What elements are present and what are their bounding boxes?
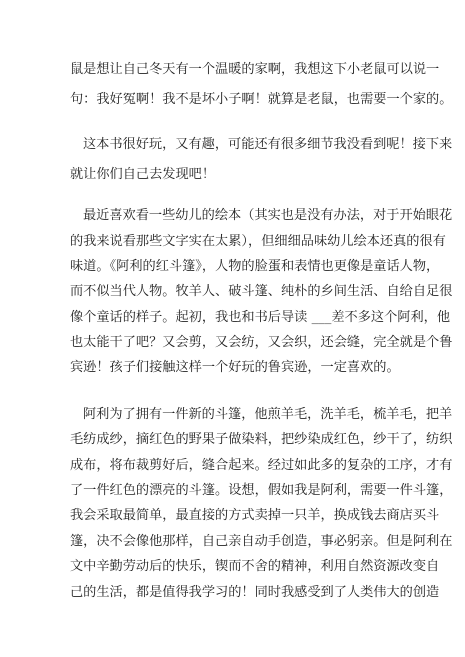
paragraph-3-line-2: 的我来说看那些文字实在太累），但细细品味幼儿绘本还真的很有 [70,234,446,249]
paragraph-4-line-4: 了一件红色的漂亮的斗篷。设想，假如我是阿利，需要一件斗篷， [70,483,453,498]
paragraph-4-line-6: 篷，决不会像他那样，自己亲自动手创造，事必躬亲。但是阿利在 [70,534,453,549]
paragraph-4-line-5: 我会采取最简单，最直接的方式卖掉一只羊，换成钱去商店买斗 [70,508,440,523]
paragraph-3-line-4: 而不似当代人物。牧羊人、破斗篷、纯朴的乡间生活、自给自足很 [70,284,453,299]
paragraph-4-line-7: 文中辛勤劳动后的快乐，锲而不舍的精神，利用自然资源改变自 [70,559,440,574]
paragraph-1-line-1: 鼠是想让自己冬天有一个温暖的家啊，我想这下小老鼠可以说一 [70,62,440,77]
paragraph-1-line-2: 句：我好冤啊！我不是坏小子啊！就算是老鼠，也需要一个家的。 [70,92,453,107]
paragraph-3-line-5: 像个童话的样子。起初，我也和书后导读 ___差不多这个阿利，他 [70,310,451,325]
paragraph-3-line-1: 最近喜欢看一些幼儿的绘本（其实也是没有办法，对于开始眼花 [83,208,453,223]
paragraph-3-line-3: 味道。《阿利的红斗篷》，人物的脸蛋和表情也更像是童话人物， [70,259,440,274]
paragraph-3-line-7: 宾逊！孩子们接触这样一个好玩的鲁宾逊，一定喜欢的。 [70,360,400,375]
paragraph-4-line-3: 成布，将布裁剪好后，缝合起来。经过如此多的复杂的工序，才有 [70,458,453,473]
paragraph-3-line-6: 也太能干了吧？又会剪，又会纺，又会织，还会缝，完全就是个鲁 [70,335,453,350]
paragraph-4-line-2: 毛纺成纱，摘红色的野果子做染料，把纱染成红色，纱干了，纺织 [70,432,453,447]
paragraph-2-line-2: 就让你们自己去发现吧！ [70,167,216,182]
paragraph-4-line-8: 己的生活，都是值得我学习的！同时我感受到了人类伟大的创造 [70,585,440,600]
paragraph-2-line-1: 这本书很好玩，又有趣，可能还有很多细节我没看到呢！接下来 [83,137,453,152]
paragraph-4-line-1: 阿利为了拥有一件新的斗篷，他煎羊毛，洗羊毛，梳羊毛，把羊 [83,407,453,422]
